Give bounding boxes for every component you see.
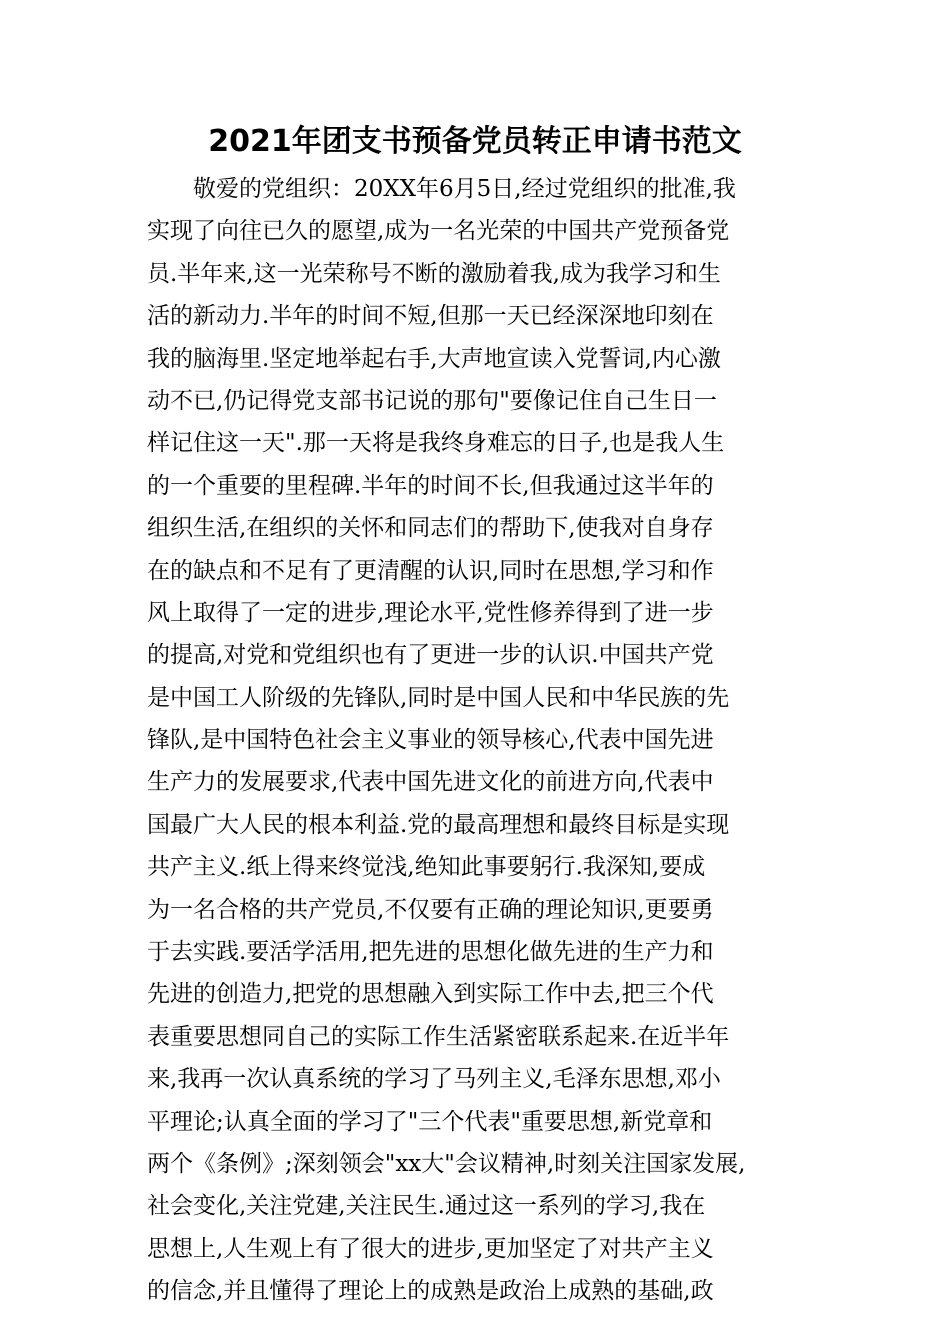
body-line: 实现了向往已久的愿望,成为一名光荣的中国共产党预备党	[147, 218, 730, 245]
body-line: 先进的创造力,把党的思想融入到实际工作中去,把三个代	[147, 981, 714, 1008]
body-line: 敬爱的党组织：20XX年6月5日,经过党组织的批准,我	[147, 176, 736, 202]
body-line: 来,我再一次认真系统的学习了马列主义,毛泽东思想,邓小	[147, 1066, 721, 1093]
body-line: 是中国工人阶级的先锋队,同时是中国人民和中华民族的先	[147, 684, 730, 711]
body-line: 的信念,并且懂得了理论上的成熟是政治上成熟的基础,政	[147, 1278, 714, 1305]
body-line: 员.半年来,这一光荣称号不断的激励着我,成为我学习和生	[147, 260, 721, 287]
body-line: 风上取得了一定的进步,理论水平,党性修养得到了进一步	[147, 599, 714, 626]
body-line: 锋队,是中国特色社会主义事业的领导核心,代表中国先进	[147, 727, 714, 754]
body-line: 组织生活,在组织的关怀和同志们的帮助下,使我对自身存	[147, 515, 714, 542]
body-line: 于去实践.要活学活用,把先进的思想化做先进的生产力和	[147, 939, 714, 966]
body-line: 两个《条例》;深刻领会"xx大"会议精神,时刻关注国家发展,	[147, 1150, 746, 1177]
body-line: 国最广大人民的根本利益.党的最高理想和最终目标是实现	[147, 811, 730, 838]
body-line: 平理论;认真全面的学习了"三个代表"重要思想,新党章和	[147, 1108, 713, 1135]
body-line: 的提高,对党和党组织也有了更进一步的认识.中国共产党	[147, 642, 714, 669]
body-line: 我的脑海里.坚定地举起右手,大声地宣读入党誓词,内心激	[147, 345, 721, 372]
body-line: 表重要思想同自己的实际工作生活紧密联系起来.在近半年	[147, 1023, 730, 1050]
body-line: 的一个重要的里程碑.半年的时间不长,但我通过这半年的	[147, 472, 714, 499]
body-line: 共产主义.纸上得来终觉浅,绝知此事要躬行.我深知,要成	[147, 854, 706, 881]
document-body	[147, 168, 807, 1313]
body-line: 在的缺点和不足有了更清醒的认识,同时在思想,学习和作	[147, 557, 714, 584]
body-line: 样记住这一天".那一天将是我终身难忘的日子,也是我人生	[147, 430, 725, 457]
body-line: 活的新动力.半年的时间不短,但那一天已经深深地印刻在	[147, 303, 714, 330]
document-title: 2021年团支书预备党员转正申请书范文	[208, 124, 742, 159]
body-line: 生产力的发展要求,代表中国先进文化的前进方向,代表中	[147, 769, 714, 796]
body-line: 思想上,人生观上有了很大的进步,更加坚定了对共产主义	[147, 1235, 714, 1262]
body-line: 为一名合格的共产党员,不仅要有正确的理论知识,更要勇	[147, 896, 714, 923]
body-line: 社会变化,关注党建,关注民生.通过这一系列的学习,我在	[147, 1193, 706, 1220]
body-line: 动不已,仍记得党支部书记说的那句"要像记住自己生日一	[147, 387, 717, 414]
